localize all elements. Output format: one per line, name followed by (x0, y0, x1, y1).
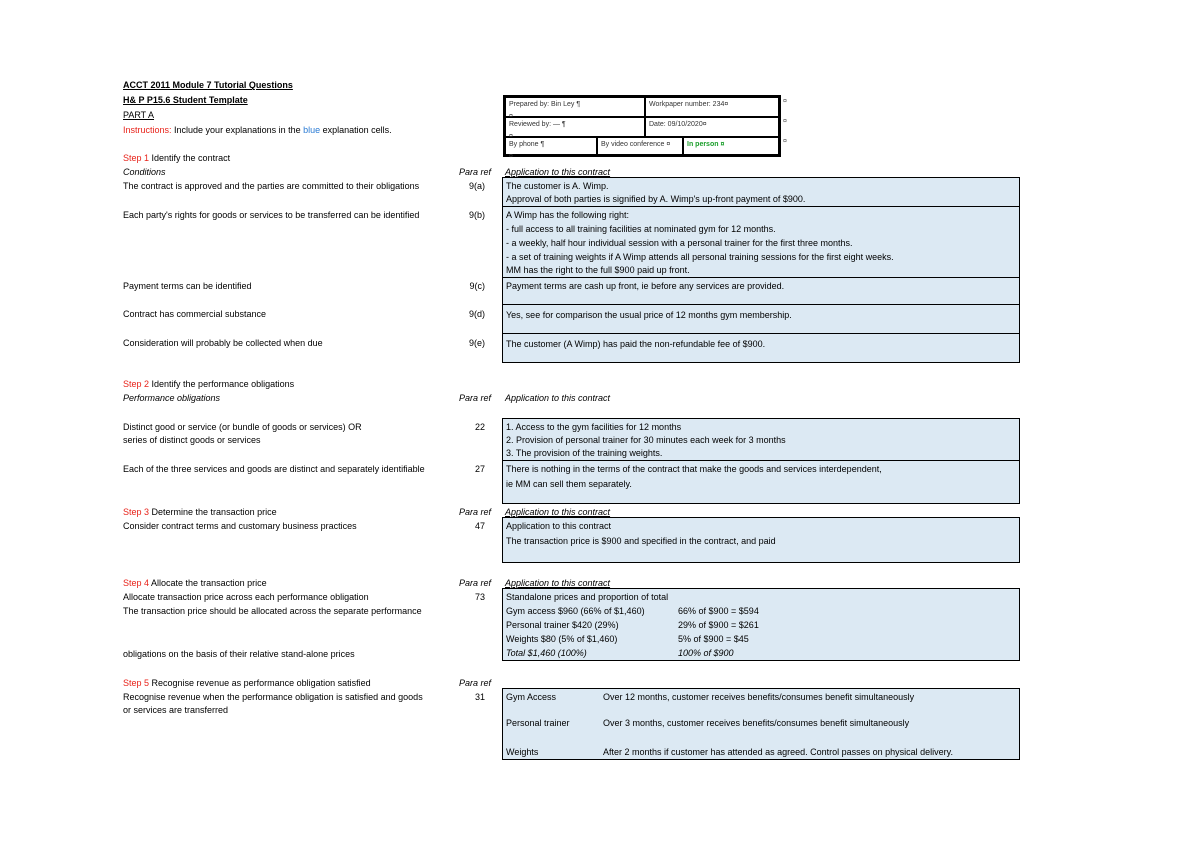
explanation-line: 3. The provision of the training weights. (506, 448, 663, 458)
step3-number: Step 3 (123, 507, 150, 517)
date-value: Date: 09/10/2020¤ (649, 121, 707, 128)
explanation-line: - a set of training weights if A Wimp attends all personal training sessions for the first eight weeks. (506, 252, 894, 262)
step2-col-para: Para ref (459, 393, 492, 403)
step5-title: Recognise revenue as performance obligation satisfied (149, 678, 371, 688)
step2-condition: series of distinct goods or services (123, 435, 261, 445)
row-end-mark: ¤ (783, 118, 787, 125)
by-phone-cell (505, 137, 597, 160)
recognition-text: After 2 months if customer has attended as agreed. Control passes on physical delivery. (603, 747, 954, 757)
step1-condition: The contract is approved and the parties are committed to their obligations (123, 181, 420, 191)
row-end-mark: ¤ (783, 98, 787, 105)
workpaper-number: Workpaper number: 234¤ (649, 101, 729, 108)
by-video: By video conference ¤ (601, 141, 671, 148)
in-person: In person ¤ (687, 141, 725, 148)
step1-explanation-cell[interactable] (502, 304, 1020, 334)
step4-explanation-cell[interactable] (502, 588, 1020, 661)
prepared-by: Prepared by: Bin Ley ¶ (509, 101, 581, 108)
step1-heading (123, 152, 230, 164)
step5-number: Step 5 (123, 678, 150, 688)
explanation-line: Application to this contract (506, 521, 612, 531)
step5-condition: or services are transferred (123, 705, 229, 715)
explanation-line: 1. Access to the gym facilities for 12 months (506, 422, 682, 432)
step2-heading (123, 378, 294, 390)
step1-explanation-cell[interactable] (502, 206, 1020, 278)
recognition-item: Weights (506, 747, 539, 757)
step3-explanation-cell[interactable] (502, 517, 1020, 563)
allocation-item: Personal trainer $420 (29%) (506, 620, 619, 630)
step4-condition: obligations on the basis of their relative stand-alone prices (123, 649, 355, 659)
step4-title: Allocate the transaction price (149, 578, 267, 588)
recognition-item: Personal trainer (506, 718, 570, 728)
step1-para-ref: 9(d) (468, 309, 485, 319)
step2-explanation-cell[interactable] (502, 418, 1020, 461)
step5-col-para: Para ref (459, 678, 492, 688)
explanation-line: Payment terms are cash up front, ie before any services are provided. (506, 281, 785, 291)
workpaper-number-cell (645, 97, 779, 117)
step5-condition: Recognise revenue when the performance obligation is satisfied and goods (123, 692, 423, 702)
step4-number: Step 4 (123, 578, 150, 588)
allocation-item: Weights $80 (5% of $1,460) (506, 634, 618, 644)
step5-heading (123, 677, 371, 689)
step2-col-app: Application to this contract (505, 393, 611, 403)
step3-col-app: Application to this contract (505, 507, 611, 517)
step4-col-para: Para ref (459, 578, 492, 588)
doc-title: ACCT 2011 Module 7 Tutorial Questions (123, 80, 293, 90)
step5-para-ref: 31 (474, 692, 485, 702)
step1-col-conditions: Conditions (123, 167, 166, 177)
explanation-line: - full access to all training facilities at nominated gym for 12 months. (506, 224, 776, 234)
step3-para-ref: 47 (474, 521, 485, 531)
step3-heading (123, 506, 277, 518)
workpaper-box (503, 95, 781, 160)
cell-end-mark: ¤ (509, 113, 513, 120)
step4-para-ref: 73 (474, 592, 485, 602)
step1-title: Identify the contract (149, 153, 231, 163)
recognition-item: Gym Access (506, 692, 557, 702)
row-end-mark: ¤ (783, 138, 787, 145)
explanation-line: There is nothing in the terms of the contract that make the goods and services interdependent, (506, 464, 882, 474)
explanation-line: The customer (A Wimp) has paid the non-refundable fee of $900. (506, 339, 766, 349)
step1-condition: Consideration will probably be collected when due (123, 338, 323, 348)
step2-condition: Distinct good or service (or bundle of goods or services) OR (123, 422, 362, 432)
instructions (123, 124, 392, 136)
step1-condition: Each party's rights for goods or services to be transferred can be identified (123, 210, 420, 220)
explanation-line: The customer is A. Wimp. (506, 181, 609, 191)
cell-end-mark: ¤ (509, 133, 513, 140)
by-phone: By phone ¶ (509, 141, 545, 148)
step1-explanation-cell[interactable] (502, 177, 1020, 207)
step1-para-ref: 9(a) (468, 181, 485, 191)
step4-col-app: Application to this contract (505, 578, 611, 588)
step3-col-para: Para ref (459, 507, 492, 517)
step5-explanation-cell[interactable] (502, 688, 1020, 760)
step1-explanation-cell[interactable] (502, 333, 1020, 363)
prepared-by-cell (505, 97, 645, 120)
step2-number: Step 2 (123, 379, 150, 389)
doc-subtitle: H& P P15.6 Student Template (123, 95, 248, 105)
explanation-line: A Wimp has the following right: (506, 210, 630, 220)
step2-condition: Each of the three services and goods are distinct and separately identifiable (123, 464, 425, 474)
explanation-line: - a weekly, half hour individual session with a personal trainer for the first three months. (506, 238, 853, 248)
allocation-total: Total $1,460 (100%) (506, 648, 587, 658)
step2-title: Identify the performance obligations (149, 379, 295, 389)
step1-para-ref: 9(e) (468, 338, 485, 348)
step2-explanation-cell[interactable] (502, 460, 1020, 504)
step1-col-app: Application to this contract (505, 167, 611, 177)
explanation-line: Yes, see for comparison the usual price of 12 months gym membership. (506, 310, 792, 320)
allocation-total-amount: 100% of $900 (678, 648, 734, 658)
date-cell (645, 117, 779, 137)
reviewed-by-cell (505, 117, 645, 140)
allocation-header: Standalone prices and proportion of total (506, 592, 669, 602)
instructions-text-2: explanation cells. (320, 125, 392, 135)
recognition-text: Over 12 months, customer receives benefits/consumes benefit simultaneously (603, 692, 915, 702)
step4-condition: Allocate transaction price across each performance obligation (123, 592, 369, 602)
step4-condition: The transaction price should be allocated across the separate performance (123, 606, 422, 616)
step3-condition: Consider contract terms and customary business practices (123, 521, 357, 531)
explanation-line: 2. Provision of personal trainer for 30 minutes each week for 3 months (506, 435, 786, 445)
allocation-amount: 5% of $900 = $45 (678, 634, 749, 644)
step1-condition: Payment terms can be identified (123, 281, 252, 291)
in-person-cell (683, 137, 779, 155)
instructions-blue-word: blue (303, 125, 321, 135)
step1-para-ref: 9(c) (469, 281, 485, 291)
step3-title: Determine the transaction price (149, 507, 277, 517)
step4-heading (123, 577, 267, 589)
cell-end-mark: ¤ (509, 153, 513, 160)
recognition-text: Over 3 months, customer receives benefits/consumes benefit simultaneously (603, 718, 910, 728)
step1-explanation-cell[interactable] (502, 277, 1020, 305)
instructions-label: Instructions: (123, 125, 172, 135)
explanation-line: The transaction price is $900 and specified in the contract, and paid (506, 536, 776, 546)
step2-col-po: Performance obligations (123, 393, 221, 403)
allocation-item: Gym access $960 (66% of $1,460) (506, 606, 645, 616)
reviewed-by: Reviewed by: — ¶ (509, 121, 566, 128)
explanation-line: ie MM can sell them separately. (506, 479, 632, 489)
step2-para-ref: 22 (474, 422, 485, 432)
instructions-text-1: Include your explanations in the (171, 125, 304, 135)
step1-number: Step 1 (123, 153, 150, 163)
part-label: PART A (123, 110, 155, 120)
step1-condition: Contract has commercial substance (123, 309, 267, 319)
step1-col-para: Para ref (459, 167, 492, 177)
by-video-cell (597, 137, 683, 155)
step2-para-ref: 27 (474, 464, 485, 474)
explanation-line: MM has the right to the full $900 paid up front. (506, 265, 690, 275)
allocation-amount: 66% of $900 = $594 (678, 606, 759, 616)
step1-para-ref: 9(b) (468, 210, 485, 220)
explanation-line: Approval of both parties is signified by A. Wimp's up-front payment of $900. (506, 194, 806, 204)
allocation-amount: 29% of $900 = $261 (678, 620, 759, 630)
